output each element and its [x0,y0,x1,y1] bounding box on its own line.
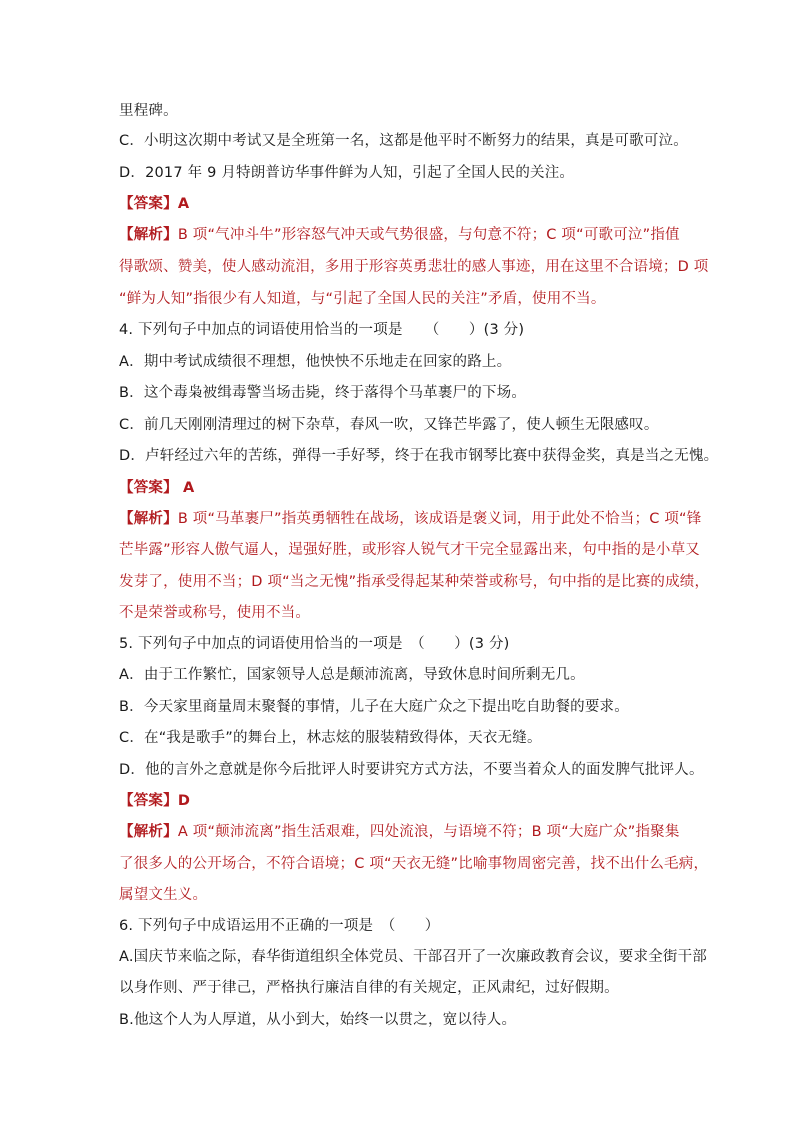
analysis-text: 芒毕露”形容人傲气逼人，逞强好胜，或形容人锐气才干完全显露出来，句中指的是小草又 [119,542,701,558]
analysis-line [119,509,701,529]
text-line [119,101,178,121]
analysis-line [119,854,708,874]
question-stem: 6. 下列句子中成语运用不正确的一项是 （ ） [119,918,440,934]
answer-label: 【答案】 [119,793,178,809]
answer-value: A [177,196,190,212]
analysis-line [119,822,680,842]
option-line [119,978,619,998]
option-d-text: D．2017 年 9 月特朗普访华事件鲜为人知，引起了全国人民的关注。 [119,165,575,181]
analysis-line [119,289,606,309]
option-line [119,352,511,372]
option-b-text: B．这个毒枭被缉毒警当场击毙，终于落得个马革裹尸的下场。 [119,385,527,401]
text-line [119,163,574,183]
question-stem: 5. 下列句子中加点的词语使用恰当的一项是 （ ）(3 分) [119,636,510,652]
analysis-text: “鲜为人知”指很少有人知道，与“引起了全国人民的关注”矛盾，使用不当。 [119,291,606,307]
analysis-text: 了很多人的公开场合，不符合语境；C 项“天衣无缝”比喻事物周密完善，找不出什么毛病， [119,856,709,872]
question-line [119,916,440,936]
option-c-text: C．在“我是歌手”的舞台上，林志炫的服装精致得体，天衣无缝。 [119,730,542,746]
option-line [119,947,707,967]
analysis-text: 属望文生义。 [119,887,208,903]
option-line [119,697,629,717]
option-line [119,1010,516,1030]
question-line [119,634,510,654]
analysis-label: 【解析】 [119,227,178,243]
option-b-text: B．今天家里商量周末聚餐的事情，儿子在大庭广众之下提出吃自助餐的要求。 [119,699,629,715]
option-a-text: 以身作则、严于律己，严格执行廉洁自律的有关规定，正风肃纪，过好假期。 [119,980,619,996]
analysis-line [119,540,700,560]
analysis-text: B 项“马革裹尸”指英勇牺牲在战场，该成语是褒义词，用于此处不恰当；C 项“锋 [177,511,702,527]
answer-value: D [177,793,191,809]
option-line [119,665,585,685]
answer-value: A [177,480,195,496]
answer-line [119,791,190,811]
option-d-text: D．他的言外之意就是你今后批评人时要讲究方式方法，不要当着众人的面发脾气批评人。 [119,762,704,778]
analysis-text: A 项“颠沛流离”指生活艰难，四处流浪，与语境不符；B 项“大庭广众”指聚集 [177,824,680,840]
answer-line [119,194,189,214]
analysis-text: 不是荣誉或称号，使用不当。 [119,605,311,621]
option-line [119,383,526,403]
option-a-text: A.国庆节来临之际，春华街道组织全体党员、干部召开了一次廉政教育会议，要求全街干部 [119,949,707,965]
analysis-line [119,225,680,245]
option-line [119,415,659,435]
answer-label: 【答案】 [119,480,178,496]
option-c-text: C．前几天刚刚清理过的树下杂草，春风一吹，又锋芒毕露了，使人顿生无限感叹。 [119,417,659,433]
question-text: 里程碑。 [119,103,178,119]
option-a-text: A．期中考试成绩很不理想，他怏怏不乐地走在回家的路上。 [119,354,512,370]
option-line [119,446,718,466]
option-line [119,728,542,748]
option-c-text: C．小明这次期中考试又是全班第一名，这都是他平时不断努力的结果，真是可歌可泣。 [119,133,688,149]
option-line [119,760,704,780]
analysis-line [119,885,207,905]
analysis-text: B 项“气冲斗牛”形容怒气冲天或气势很盛，与句意不符；C 项“可歌可泣”指值 [177,227,680,243]
analysis-line [119,257,708,277]
question-stem: 4. 下列句子中加点的词语使用恰当的一项是 （ ）(3 分) [119,322,525,338]
analysis-text: 发芽了，使用不当；D 项“当之无愧”指承受得起某种荣誉或称号，句中指的是比赛的成绩， [119,574,710,590]
analysis-text: 得歌颂、赞美，使人感动流泪，多用于形容英勇悲壮的感人事迹，用在这里不合语境；D 项 [119,259,709,275]
analysis-label: 【解析】 [119,511,178,527]
text-line [119,131,688,151]
analysis-line [119,572,709,592]
analysis-label: 【解析】 [119,824,178,840]
answer-line [119,478,194,498]
option-d-text: D．卢轩经过六年的苦练，弹得一手好琴，终于在我市钢琴比赛中获得金奖，真是当之无愧。 [119,448,719,464]
option-a-text: A．由于工作繁忙，国家领导人总是颠沛流离，导致休息时间所剩无几。 [119,667,585,683]
answer-label: 【答案】 [119,196,178,212]
question-line [119,320,524,340]
option-b-text: B.他这个人为人厚道，从小到大，始终一以贯之，宽以待人。 [119,1012,517,1028]
analysis-line [119,603,310,623]
